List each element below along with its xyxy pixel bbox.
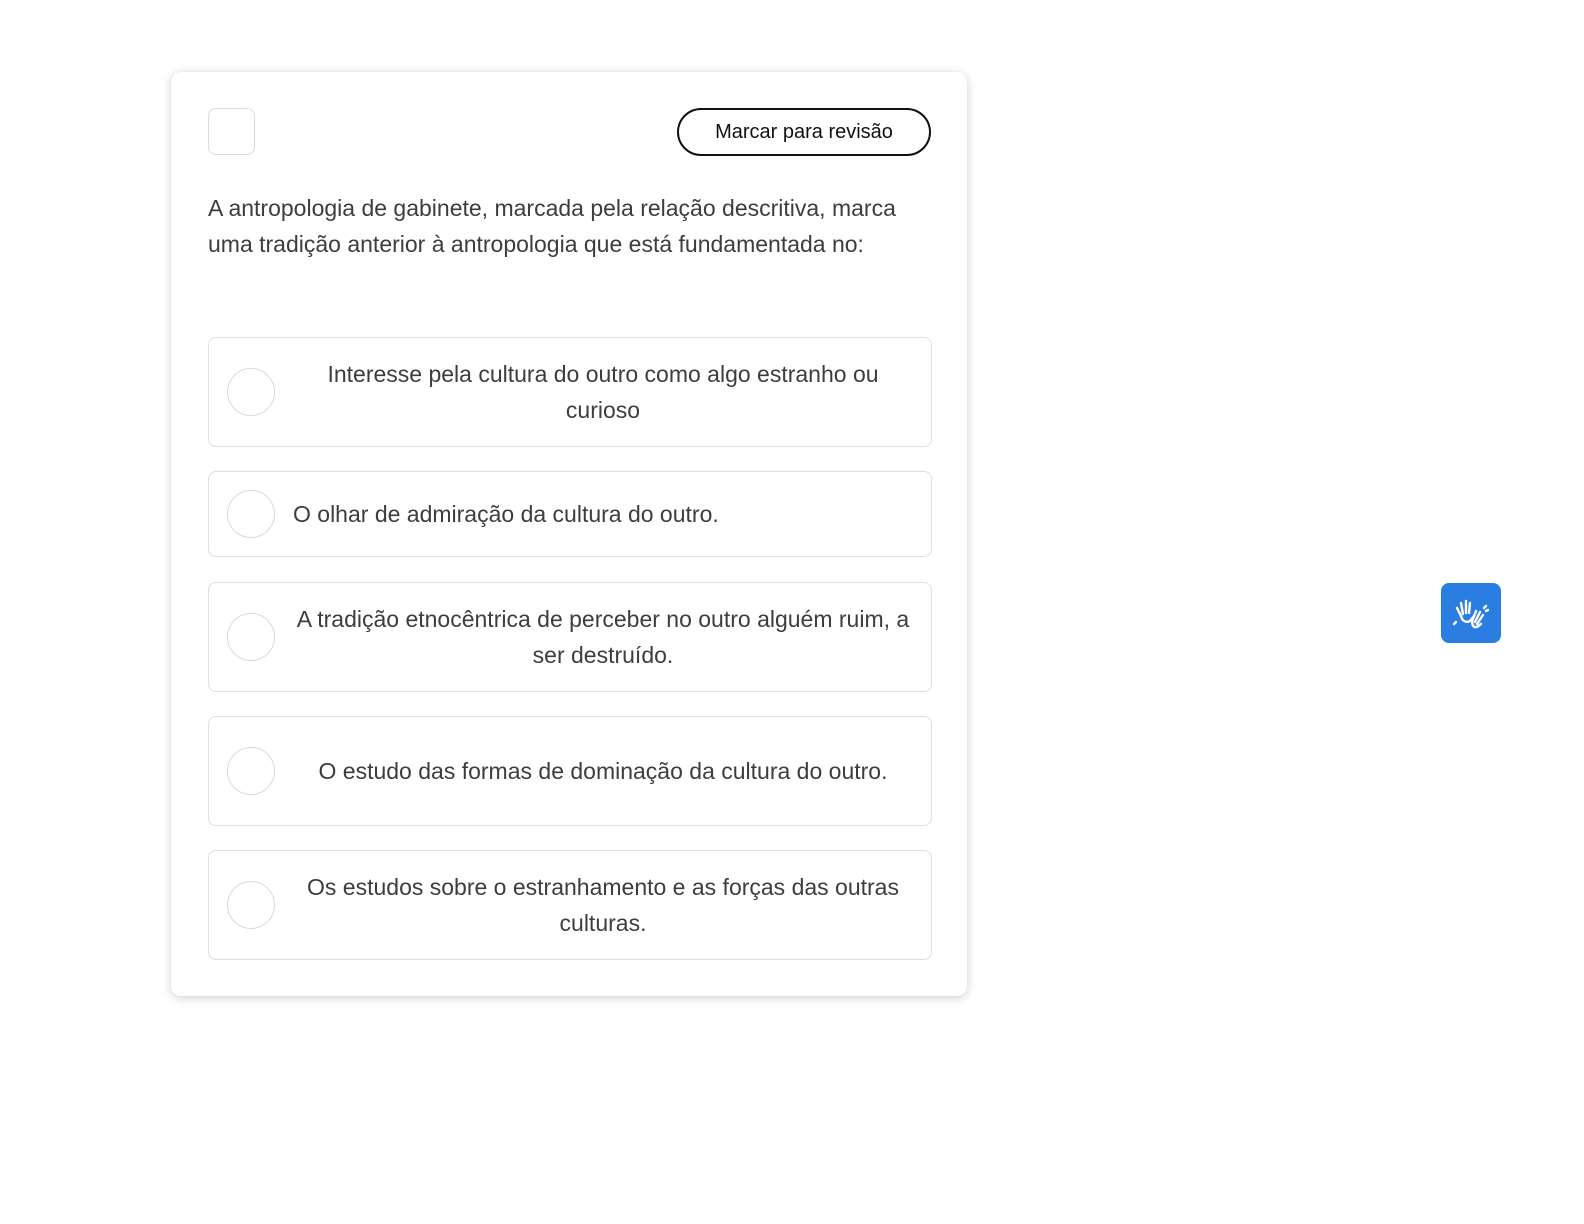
radio-button[interactable] bbox=[227, 368, 275, 416]
sign-language-accessibility-button[interactable] bbox=[1441, 583, 1501, 643]
answer-option-a[interactable] bbox=[208, 337, 932, 447]
radio-button[interactable] bbox=[227, 747, 275, 795]
question-text: A antropologia de gabinete, marcada pela relação descritiva, marca uma tradição anterior à antropologia que está fundamentada no: bbox=[208, 195, 896, 257]
answer-option-label: Os estudos sobre o estranhamento e as forças das outras culturas. bbox=[307, 874, 899, 936]
answer-option-e[interactable] bbox=[208, 850, 932, 960]
question-card bbox=[171, 72, 967, 996]
mark-for-review-button[interactable]: Marcar para revisão bbox=[677, 108, 931, 156]
answer-option-label: A tradição etnocêntrica de perceber no outro alguém ruim, a ser destruído. bbox=[296, 606, 910, 668]
sign-language-hands-icon bbox=[1452, 594, 1490, 632]
answer-option-label: O estudo das formas de dominação da cultura do outro. bbox=[318, 758, 888, 784]
radio-button[interactable] bbox=[227, 613, 275, 661]
answer-option-c[interactable] bbox=[208, 582, 932, 692]
answer-option-label: Interesse pela cultura do outro como algo estranho ou curioso bbox=[327, 361, 879, 423]
answer-option-b[interactable] bbox=[208, 471, 932, 557]
question-number-box bbox=[208, 108, 255, 155]
radio-button[interactable] bbox=[227, 881, 275, 929]
answer-option-label: O olhar de admiração da cultura do outro. bbox=[293, 501, 719, 527]
answer-option-d[interactable] bbox=[208, 716, 932, 826]
radio-button[interactable] bbox=[227, 490, 275, 538]
